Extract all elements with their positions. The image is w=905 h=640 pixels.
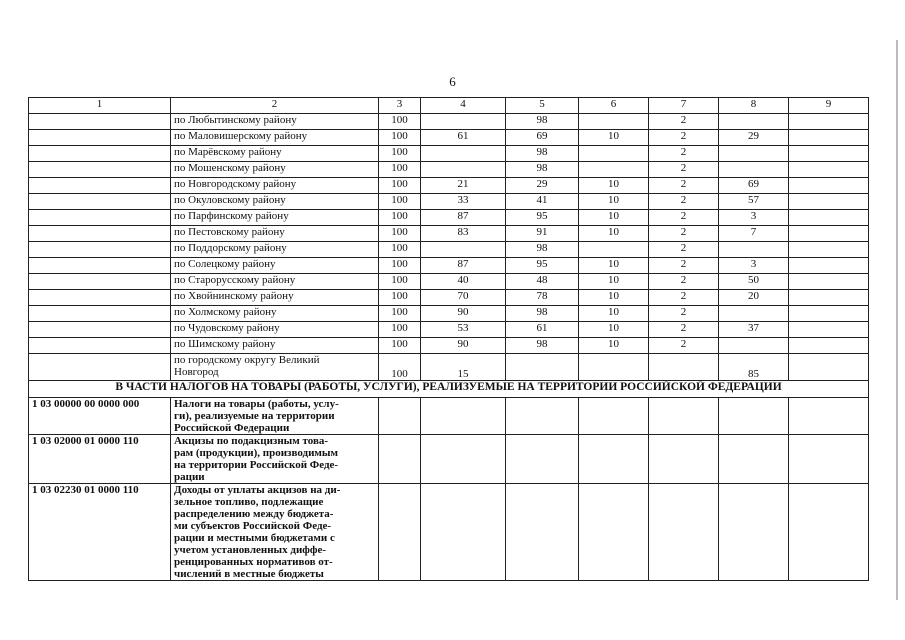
value-cell: 48 <box>506 274 579 290</box>
value-cell: 2 <box>649 322 719 338</box>
district-name-cell: по Любытинскому району <box>171 114 379 130</box>
code-cell <box>29 226 171 242</box>
value-cell <box>789 178 869 194</box>
table-row <box>29 306 869 322</box>
name-line: рации и местными бюджетами с <box>174 532 335 544</box>
table-row <box>29 354 869 381</box>
value-cell: 57 <box>719 194 789 210</box>
value-cell: 98 <box>506 306 579 322</box>
value-cell: 100 <box>379 130 421 146</box>
value-cell: 78 <box>506 290 579 306</box>
value-cell: 100 <box>379 210 421 226</box>
name-line: Доходы от уплаты акцизов на ди- <box>174 484 341 496</box>
district-name-cell: по Хвойнинскому району <box>171 290 379 306</box>
value-cell: 70 <box>421 290 506 306</box>
scan-edge-mark <box>896 40 898 600</box>
name-line: ги), реализуемые на территории <box>174 410 335 422</box>
district-name-cell: по Поддорскому району <box>171 242 379 258</box>
column-header: 7 <box>649 98 719 114</box>
value-cell <box>649 398 719 435</box>
value-cell: 100 <box>379 242 421 258</box>
value-cell: 2 <box>649 338 719 354</box>
table-row <box>29 194 869 210</box>
value-cell <box>579 162 649 178</box>
table-row <box>29 338 869 354</box>
value-cell: 10 <box>579 210 649 226</box>
budget-code-cell: 1 03 00000 00 0000 000 <box>29 398 171 435</box>
value-cell: 2 <box>649 146 719 162</box>
value-cell <box>789 242 869 258</box>
name-line: зельное топливо, подлежащие <box>174 496 324 508</box>
value-cell <box>506 484 579 581</box>
table-row <box>29 398 869 435</box>
code-cell <box>29 162 171 178</box>
value-cell: 98 <box>506 114 579 130</box>
value-cell <box>579 242 649 258</box>
value-cell <box>506 398 579 435</box>
value-cell: 10 <box>579 130 649 146</box>
value-cell: 87 <box>421 258 506 274</box>
value-cell: 69 <box>719 178 789 194</box>
code-cell <box>29 258 171 274</box>
section-header-row <box>29 381 869 398</box>
value-cell <box>421 484 506 581</box>
value-cell <box>719 162 789 178</box>
income-name-cell <box>171 435 379 484</box>
value-cell: 61 <box>421 130 506 146</box>
value-cell: 50 <box>719 274 789 290</box>
value-cell: 98 <box>506 338 579 354</box>
name-line: Налоги на товары (работы, услу- <box>174 398 339 410</box>
value-cell <box>789 130 869 146</box>
name-line: ренцированных нормативов от- <box>174 556 333 568</box>
value-cell: 100 <box>379 162 421 178</box>
value-cell <box>579 354 649 381</box>
value-cell <box>789 114 869 130</box>
table-row <box>29 484 869 581</box>
value-cell: 83 <box>421 226 506 242</box>
value-cell: 10 <box>579 338 649 354</box>
district-name-cell: по Новгородскому району <box>171 178 379 194</box>
name-line: рации <box>174 471 205 483</box>
column-header: 1 <box>29 98 171 114</box>
page-number: 6 <box>449 74 456 89</box>
value-cell <box>579 114 649 130</box>
value-cell: 29 <box>719 130 789 146</box>
table-row <box>29 178 869 194</box>
value-cell <box>421 114 506 130</box>
table-row <box>29 162 869 178</box>
value-cell: 98 <box>506 146 579 162</box>
name-line: Акцизы по подакцизным това- <box>174 435 329 447</box>
table-row <box>29 290 869 306</box>
district-name-cell: по Маловишерскому району <box>171 130 379 146</box>
value-cell: 69 <box>506 130 579 146</box>
value-cell: 37 <box>719 322 789 338</box>
value-cell <box>789 484 869 581</box>
value-cell <box>789 162 869 178</box>
table-row <box>29 146 869 162</box>
value-cell: 98 <box>506 242 579 258</box>
value-cell <box>379 484 421 581</box>
code-cell <box>29 274 171 290</box>
value-cell <box>789 435 869 484</box>
value-cell <box>719 306 789 322</box>
column-header: 6 <box>579 98 649 114</box>
value-cell: 2 <box>649 306 719 322</box>
value-cell: 10 <box>579 322 649 338</box>
value-cell: 10 <box>579 306 649 322</box>
code-cell <box>29 130 171 146</box>
name-line: числений в местные бюджеты <box>174 568 324 580</box>
value-cell: 2 <box>649 274 719 290</box>
column-header: 5 <box>506 98 579 114</box>
district-name-cell: по Мошенскому району <box>171 162 379 178</box>
value-cell <box>421 398 506 435</box>
value-cell: 87 <box>421 210 506 226</box>
name-line: учетом установленных диффе- <box>174 544 327 556</box>
value-cell: 10 <box>579 194 649 210</box>
table-row <box>29 242 869 258</box>
value-cell <box>579 484 649 581</box>
value-cell: 2 <box>649 130 719 146</box>
district-name-cell: по Пестовскому району <box>171 226 379 242</box>
value-cell: 61 <box>506 322 579 338</box>
code-cell <box>29 290 171 306</box>
code-cell <box>29 194 171 210</box>
code-cell <box>29 178 171 194</box>
value-cell <box>789 322 869 338</box>
value-cell <box>719 146 789 162</box>
value-cell: 33 <box>421 194 506 210</box>
value-cell: 100 <box>379 274 421 290</box>
value-cell: 100 <box>379 258 421 274</box>
column-header: 9 <box>789 98 869 114</box>
code-cell <box>29 146 171 162</box>
code-cell <box>29 354 171 381</box>
value-cell <box>789 338 869 354</box>
value-cell: 2 <box>649 242 719 258</box>
table-row <box>29 258 869 274</box>
value-cell <box>789 354 869 381</box>
value-cell <box>719 242 789 258</box>
district-name-cell: по Марёвскому району <box>171 146 379 162</box>
table-row <box>29 210 869 226</box>
value-cell: 100 <box>379 114 421 130</box>
column-header: 8 <box>719 98 789 114</box>
value-cell: 100 <box>379 194 421 210</box>
income-name-cell <box>171 484 379 581</box>
value-cell <box>789 194 869 210</box>
value-cell: 100 <box>379 322 421 338</box>
value-cell: 85 <box>719 354 789 381</box>
value-cell: 10 <box>579 258 649 274</box>
value-cell <box>421 162 506 178</box>
value-cell <box>789 146 869 162</box>
value-cell: 100 <box>379 146 421 162</box>
value-cell: 41 <box>506 194 579 210</box>
district-name-cell: по Старорусскому району <box>171 274 379 290</box>
district-name-cell: по Холмскому району <box>171 306 379 322</box>
value-cell <box>506 435 579 484</box>
value-cell <box>789 290 869 306</box>
district-name-cell: по Парфинскому району <box>171 210 379 226</box>
value-cell: 95 <box>506 210 579 226</box>
district-name-cell: по Солецкому району <box>171 258 379 274</box>
header-row <box>29 98 869 114</box>
value-cell <box>789 210 869 226</box>
value-cell: 100 <box>379 178 421 194</box>
budget-table <box>28 97 869 581</box>
value-cell <box>789 274 869 290</box>
code-cell <box>29 322 171 338</box>
table-row <box>29 322 869 338</box>
value-cell <box>789 226 869 242</box>
value-cell: 90 <box>421 338 506 354</box>
name-line: ми субъектов Российской Феде- <box>174 520 332 532</box>
name-line: распределению между бюджета- <box>174 508 334 520</box>
value-cell <box>421 242 506 258</box>
value-cell <box>789 306 869 322</box>
code-cell <box>29 242 171 258</box>
value-cell: 7 <box>719 226 789 242</box>
value-cell: 53 <box>421 322 506 338</box>
column-header: 4 <box>421 98 506 114</box>
value-cell: 40 <box>421 274 506 290</box>
column-header: 3 <box>379 98 421 114</box>
code-cell <box>29 210 171 226</box>
value-cell <box>719 435 789 484</box>
value-cell: 10 <box>579 178 649 194</box>
value-cell: 100 <box>379 226 421 242</box>
value-cell: 10 <box>579 226 649 242</box>
value-cell: 2 <box>649 226 719 242</box>
value-cell <box>719 484 789 581</box>
value-cell: 2 <box>649 210 719 226</box>
budget-code-cell: 1 03 02000 01 0000 110 <box>29 435 171 484</box>
value-cell: 3 <box>719 258 789 274</box>
column-header: 2 <box>171 98 379 114</box>
district-name-cell: по Шимскому району <box>171 338 379 354</box>
value-cell <box>579 398 649 435</box>
name-line: на территории Российской Феде- <box>174 459 339 471</box>
value-cell <box>506 354 579 381</box>
value-cell: 2 <box>649 178 719 194</box>
value-cell <box>719 398 789 435</box>
value-cell: 3 <box>719 210 789 226</box>
section-title: В ЧАСТИ НАЛОГОВ НА ТОВАРЫ (РАБОТЫ, УСЛУГИ), РЕАЛИЗУЕМЫЕ НА ТЕРРИТОРИИ РОССИЙСКОЙ ФЕДЕРАЦИИ <box>29 381 869 398</box>
value-cell <box>649 435 719 484</box>
value-cell: 91 <box>506 226 579 242</box>
table-row <box>29 226 869 242</box>
value-cell: 29 <box>506 178 579 194</box>
value-cell: 10 <box>579 290 649 306</box>
value-cell: 21 <box>421 178 506 194</box>
value-cell: 2 <box>649 290 719 306</box>
name-line: рам (продукции), производимым <box>174 447 338 459</box>
code-cell <box>29 306 171 322</box>
value-cell: 2 <box>649 114 719 130</box>
value-cell: 15 <box>421 354 506 381</box>
value-cell <box>579 435 649 484</box>
value-cell <box>421 435 506 484</box>
value-cell <box>579 146 649 162</box>
value-cell: 90 <box>421 306 506 322</box>
value-cell: 2 <box>649 258 719 274</box>
code-cell <box>29 338 171 354</box>
value-cell: 95 <box>506 258 579 274</box>
value-cell: 100 <box>379 290 421 306</box>
value-cell <box>719 338 789 354</box>
income-name-cell <box>171 398 379 435</box>
value-cell: 100 <box>379 354 421 381</box>
value-cell: 98 <box>506 162 579 178</box>
table-row <box>29 435 869 484</box>
value-cell <box>379 398 421 435</box>
table-row <box>29 114 869 130</box>
value-cell: 2 <box>649 194 719 210</box>
district-name-cell: по Чудовскому району <box>171 322 379 338</box>
name-line: Российской Федерации <box>174 422 290 434</box>
value-cell: 100 <box>379 306 421 322</box>
name-line: Новгород <box>174 366 219 378</box>
table-row <box>29 274 869 290</box>
value-cell: 20 <box>719 290 789 306</box>
name-line: по городскому округу Великий <box>174 354 320 366</box>
code-cell <box>29 114 171 130</box>
value-cell <box>421 146 506 162</box>
district-name-cell <box>171 354 379 381</box>
table-row <box>29 130 869 146</box>
value-cell <box>789 398 869 435</box>
value-cell <box>789 258 869 274</box>
budget-code-cell: 1 03 02230 01 0000 110 <box>29 484 171 581</box>
value-cell <box>379 435 421 484</box>
district-name-cell: по Окуловскому району <box>171 194 379 210</box>
value-cell <box>649 484 719 581</box>
value-cell: 100 <box>379 338 421 354</box>
value-cell <box>719 114 789 130</box>
value-cell <box>649 354 719 381</box>
value-cell: 2 <box>649 162 719 178</box>
value-cell: 10 <box>579 274 649 290</box>
